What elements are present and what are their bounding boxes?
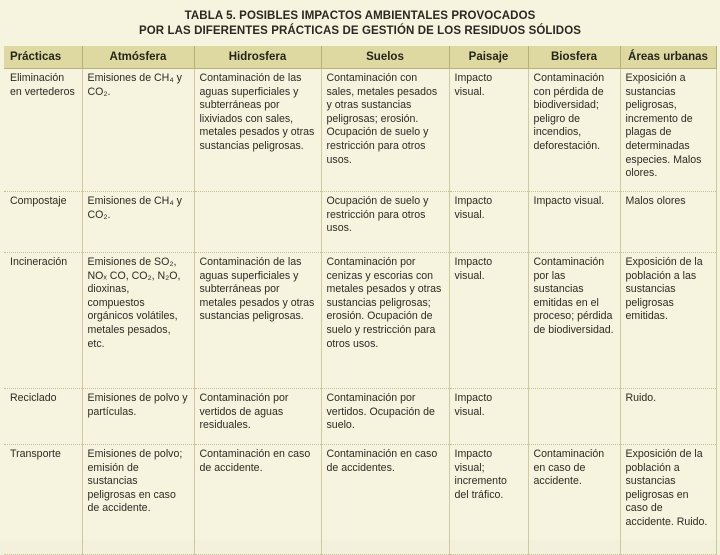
header-atmosfera: Atmósfera (82, 46, 194, 69)
header-biosfera: Biosfera (528, 46, 620, 69)
cell-biosfera: Contaminación con pérdida de biodiversidad; peligro de incendios, deforestación. (528, 69, 620, 192)
cell-practica: Eliminación en vertederos (4, 69, 82, 192)
cell-paisaje: Impacto visual. (449, 192, 528, 253)
cell-areas-urbanas: Exposición a sustancias peligrosas, incremento de plagas de determinadas especies. Malos olores. (620, 69, 716, 192)
cell-paisaje: Impacto visual. (449, 69, 528, 192)
cell-hidrosfera: Contaminación por vertidos de aguas residuales. (194, 389, 321, 445)
title-line-1: TABLA 5. POSIBLES IMPACTOS AMBIENTALES PROVOCADOS (184, 10, 536, 22)
header-areas-urbanas: Áreas urbanas (620, 46, 716, 69)
cell-hidrosfera: Contaminación de las aguas superficiales y subterráneas por lixiviados con sales, metales pesados y otras sustancias peligrosas. (194, 69, 321, 192)
cell-suelos: Contaminación en caso de accidentes. (321, 445, 449, 555)
header-practicas: Prácticas (4, 46, 82, 69)
header-paisaje: Paisaje (449, 46, 528, 69)
cell-biosfera (528, 389, 620, 445)
table-row (4, 69, 716, 192)
cell-practica: Incineración (4, 253, 82, 389)
cell-suelos: Contaminación por cenizas y escorias con metales pesados y otras sustancias peligrosas; erosión. Ocupación de suelo y restricción para otros usos. (321, 253, 449, 389)
cell-atmosfera: Emisiones de SO₂, NOₓ CO, CO₂, N₂O, dioxinas, compuestos orgánicos volátiles, metales pesados, etc. (82, 253, 194, 389)
header-row (4, 46, 716, 69)
cell-paisaje: Impacto visual; incremento del tráfico. (449, 445, 528, 555)
cell-atmosfera: Emisiones de CH₄ y CO₂. (82, 192, 194, 253)
cell-hidrosfera: Contaminación de las aguas superficiales y subterráneas por metales pesados y otras sustancias peligrosas. (194, 253, 321, 389)
table-row (4, 192, 716, 253)
table-row (4, 253, 716, 389)
table-row (4, 389, 716, 445)
cell-practica: Transporte (4, 445, 82, 555)
cell-suelos: Contaminación por vertidos. Ocupación de suelo. (321, 389, 449, 445)
cell-areas-urbanas: Malos olores (620, 192, 716, 253)
cell-atmosfera: Emisiones de polvo; emisión de sustancias peligrosas en caso de accidente. (82, 445, 194, 555)
cell-areas-urbanas: Exposición de la población a las sustancias peligrosas emitidas. (620, 253, 716, 389)
cell-biosfera: Impacto visual. (528, 192, 620, 253)
impacts-table (4, 46, 717, 555)
cell-hidrosfera: Contaminación en caso de accidente. (194, 445, 321, 555)
title-line-2: POR LAS DIFERENTES PRÁCTICAS DE GESTIÓN DE LOS RESIDUOS SÓLIDOS (138, 25, 582, 37)
cell-atmosfera: Emisiones de polvo y partículas. (82, 389, 194, 445)
cell-paisaje: Impacto visual. (449, 389, 528, 445)
cell-biosfera: Contaminación por las sustancias emitidas en el proceso; pérdida de biodiversidad. (528, 253, 620, 389)
cell-practica: Reciclado (4, 389, 82, 445)
cell-biosfera: Contaminación en caso de accidente. (528, 445, 620, 555)
cell-suelos: Contaminación con sales, metales pesados y otras sustancias peligrosas; erosión. Ocupación de suelo y restricción para otros usos. (321, 69, 449, 192)
cell-areas-urbanas: Exposición de la población a sustancias peligrosas en caso de accidente. Ruido. (620, 445, 716, 555)
cell-atmosfera: Emisiones de CH₄ y CO₂. (82, 69, 194, 192)
cell-areas-urbanas: Ruido. (620, 389, 716, 445)
cell-paisaje: Impacto visual. (449, 253, 528, 389)
cell-hidrosfera (194, 192, 321, 253)
header-hidrosfera: Hidrosfera (194, 46, 321, 69)
cell-suelos: Ocupación de suelo y restricción para otros usos. (321, 192, 449, 253)
table-title (0, 0, 720, 44)
header-suelos: Suelos (321, 46, 449, 69)
table-row (4, 445, 716, 555)
cell-practica: Compostaje (4, 192, 82, 253)
